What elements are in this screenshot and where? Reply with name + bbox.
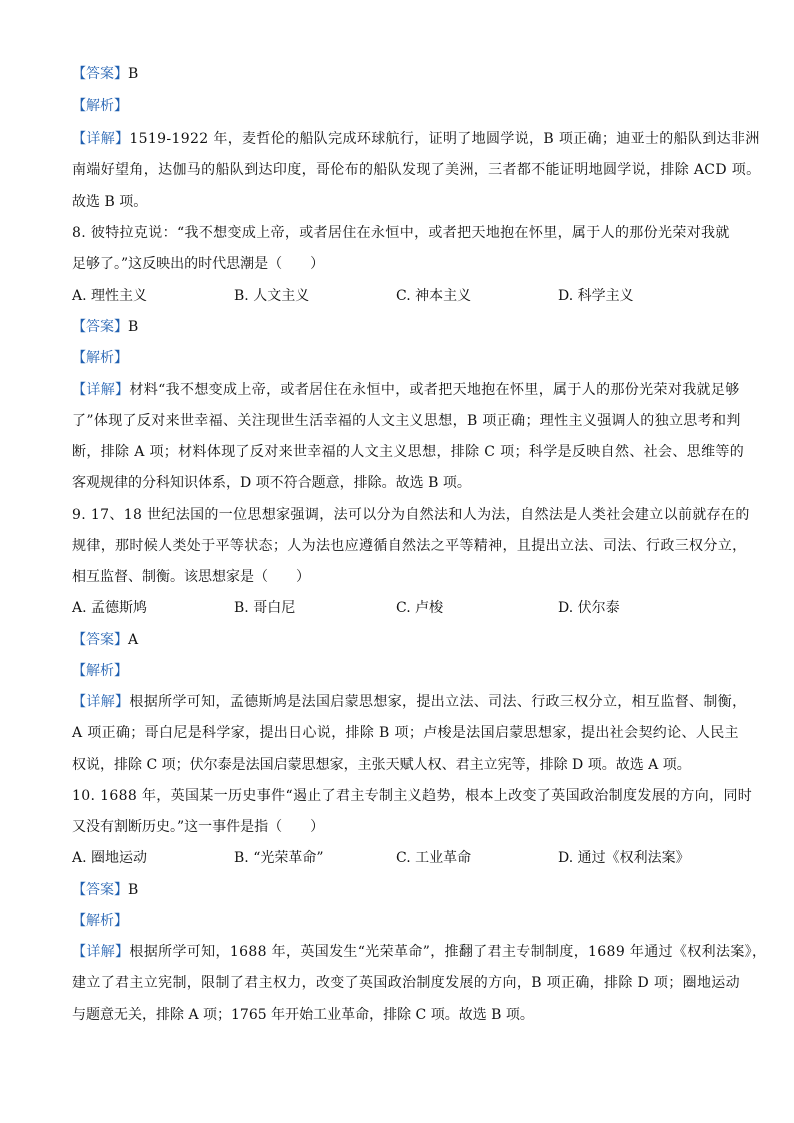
option-b: B. “光荣革命” — [234, 850, 324, 866]
option-d: D. 伏尔泰 — [558, 600, 620, 616]
question-8-stem: 8. 彼特拉克说：“我不想变成上帝，或者居住在永恒中，或者把天地抱在怀里，属于人的那份光荣对我就 — [72, 225, 730, 241]
explanation-line: 了”体现了反对来世幸福、关注现世生活幸福的人文主义思想，B 项正确；理性主义强调人的独立思考和判 — [72, 413, 741, 429]
answer-line — [72, 64, 138, 84]
explanation-line: 【详解】材料“我不想变成上帝，或者居住在永恒中，或者把天地抱在怀里，属于人的那份光荣对我就足够 — [72, 382, 740, 398]
question-9-stem: 9. 17、18 世纪法国的一位思想家强调，法可以分为自然法和人为法，自然法是人类社会建立以前就存在的 — [72, 507, 750, 523]
answer-value: B — [128, 319, 139, 335]
answer-line — [72, 880, 138, 900]
option-a: A. 理性主义 — [72, 288, 148, 304]
question-8-stem: 足够了。”这反映出的时代思潮是（ ） — [72, 256, 325, 272]
answer-line — [72, 317, 138, 337]
question-10-stem: 又没有割断历史。”这一事件是指（ ） — [72, 819, 325, 835]
explanation-line: 南端好望角，达伽马的船队到达印度，哥伦布的船队发现了美洲，三者都不能证明地圆学说，排除 ACD 项。 — [72, 162, 761, 178]
option-b: B. 人文主义 — [234, 288, 310, 304]
option-c: C. 工业革命 — [396, 850, 472, 866]
analysis-tag: 【解析】 — [72, 913, 128, 929]
explanation-line: 建立了君主立宪制，限制了君主权力，改变了英国政治制度发展的方向，B 项正确，排除 D 项；圈地运动 — [72, 975, 741, 991]
question-10-stem: 10. 1688 年，英国某一历史事件“遏止了君主专制主义趋势，根本上改变了英国政治制度发展的方向，同时 — [72, 788, 753, 804]
option-c: C. 神本主义 — [396, 288, 472, 304]
answer-value: B — [128, 882, 139, 898]
explanation-line: 客观规律的分科知识体系，D 项不符合题意，排除。故选 B 项。 — [72, 475, 471, 491]
analysis-tag: 【解析】 — [72, 98, 128, 114]
detail-tag: 【详解】 — [72, 694, 130, 710]
option-d: D. 科学主义 — [558, 288, 634, 304]
explanation-line: 与题意无关，排除 A 项；1765 年开始工业革命，排除 C 项。故选 B 项。 — [72, 1007, 534, 1023]
explanation-line: A 项正确；哥白尼是科学家，提出日心说，排除 B 项；卢梭是法国启蒙思想家，提出社会契约论、人民主 — [72, 725, 739, 741]
question-9-stem: 规律，那时候人类处于平等状态；人为法也应遵循自然法之平等精神，且提出立法、司法、行政三权分立， — [72, 538, 747, 554]
answer-tag: 【答案】 — [72, 882, 128, 898]
answer-line — [72, 630, 138, 650]
detail-tag: 【详解】 — [72, 944, 130, 960]
answer-tag: 【答案】 — [72, 319, 128, 335]
explanation-line: 【详解】根据所学可知，孟德斯鸠是法国启蒙思想家，提出立法、司法、行政三权分立，相互监督、制衡， — [72, 694, 747, 710]
explanation-line: 【详解】根据所学可知，1688 年，英国发生“光荣革命”，推翻了君主专制制度，1689 年通过《权利法案》， — [72, 944, 767, 960]
explanation-line: 故选 B 项。 — [72, 194, 148, 210]
explanation-line: 权说，排除 C 项；伏尔泰是法国启蒙思想家，主张天赋人权、君主立宪等，排除 D 项。故选 A 项。 — [72, 757, 691, 773]
answer-value: B — [128, 66, 139, 82]
option-b: B. 哥白尼 — [234, 600, 296, 616]
detail-tag: 【详解】 — [72, 131, 130, 147]
explanation-line: 【详解】1519-1922 年，麦哲伦的船队完成环球航行，证明了地圆学说，B 项正确；迪亚士的船队到达非洲 — [72, 131, 760, 147]
question-9-stem: 相互监督、制衡。该思想家是（ ） — [72, 569, 310, 585]
answer-tag: 【答案】 — [72, 66, 128, 82]
detail-tag: 【详解】 — [72, 382, 130, 398]
option-a: A. 圈地运动 — [72, 850, 148, 866]
answer-value: A — [128, 632, 139, 648]
explanation-line: 断，排除 A 项；材料体现了反对来世幸福的人文主义思想，排除 C 项；科学是反映自然、社会、思维等的 — [72, 444, 745, 460]
answer-tag: 【答案】 — [72, 632, 128, 648]
option-d: D. 通过《权利法案》 — [558, 850, 690, 866]
analysis-tag: 【解析】 — [72, 663, 128, 679]
option-a: A. 孟德斯鸠 — [72, 600, 148, 616]
analysis-tag: 【解析】 — [72, 350, 128, 366]
option-c: C. 卢梭 — [396, 600, 444, 616]
